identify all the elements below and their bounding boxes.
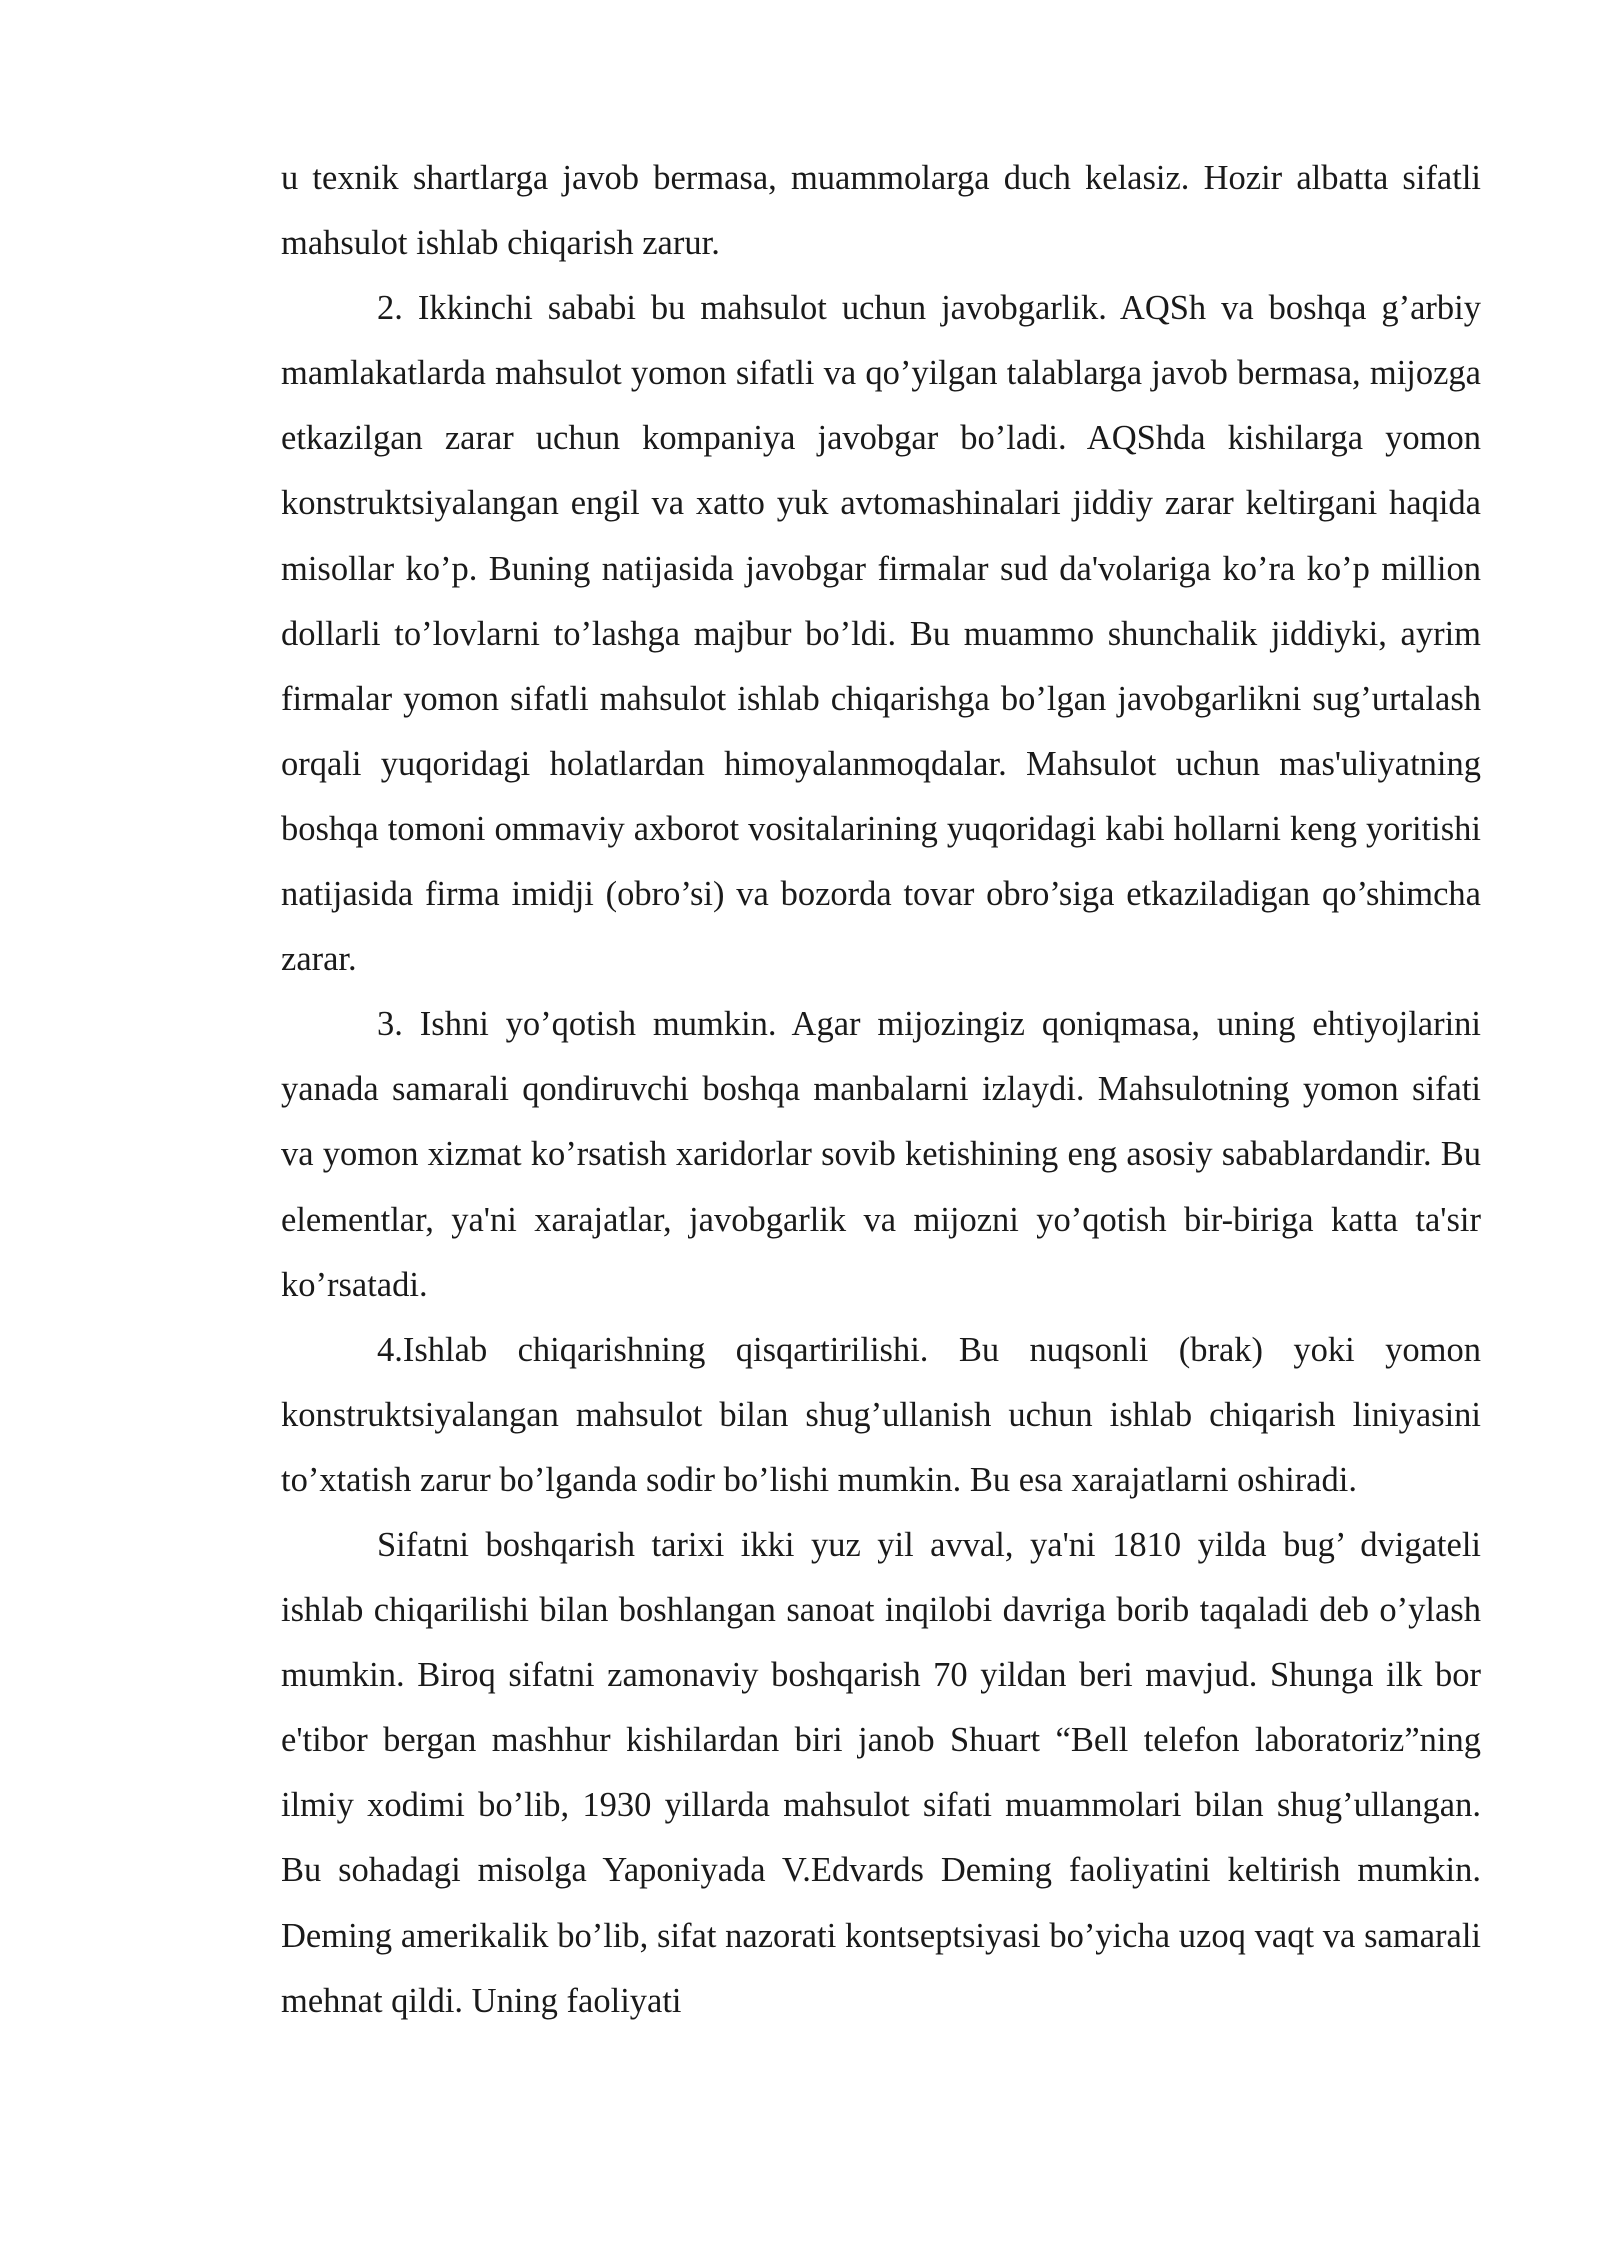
paragraph-reason-3: 3. Ishni yo’qotish mumkin. Agar mijozingiz qoniqmasa, uning ehtiyojlarini yanada samarali qondiruvchi boshqa manbalarni izlaydi. Mahsulotning yomon sifati va yomon xizmat ko’rsatish xaridorlar sovib ketishining eng asosiy sabablardandir. Bu elementlar, ya'ni xarajatlar, javobgarlik va mijozni yo’qotish bir-biriga katta ta'sir ko’rsatadi. (281, 1005, 1481, 1304)
document-body (281, 146, 1481, 2034)
paragraph-quality-history: Sifatni boshqarish tarixi ikki yuz yil avval, ya'ni 1810 yilda bug’ dvigateli ishlab chiqarilishi bilan boshlangan sanoat inqilobi davriga borib taqaladi deb o’ylash mumkin. Biroq sifatni zamonaviy boshqarish 70 yildan beri mavjud. Shunga ilk bor e'tibor bergan mashhur kishilardan biri janob Shuart “Bell telefon laboratoriz”ning ilmiy xodimi bo’lib, 1930 yillarda mahsulot sifati muammolari bilan shug’ullangan. Bu sohadagi misolga Yaponiyada V.Edvards Deming faoliyatini keltirish mumkin. Deming amerikalik bo’lib, sifat nazorati kontseptsiyasi bo’yicha uzoq vaqt va samarali mehnat qildi. Uning faoliyati (281, 1525, 1481, 2020)
paragraph-continuation: u texnik shartlarga javob bermasa, muammolarga duch kelasiz. Hozir albatta sifatli mahsulot ishlab chiqarish zarur. (281, 159, 1481, 263)
paragraph-reason-4: 4.Ishlab chiqarishning qisqartirilishi. Bu nuqsonli (brak) yoki yomon konstruktsiyalangan mahsulot bilan shug’ullanish uchun ishlab chiqarish liniyasini to’xtatish zarur bo’lganda sodir bo’lishi mumkin. Bu esa xarajatlarni oshiradi. (281, 1330, 1481, 1499)
paragraph-reason-2: 2. Ikkinchi sababi bu mahsulot uchun javobgarlik. AQSh va boshqa g’arbiy mamlakatlarda mahsulot yomon sifatli va qo’yilgan talablarga javob bermasa, mijozga etkazilgan zarar uchun kompaniya javobgar bo’ladi. AQShda kishilarga yomon konstruktsiyalangan engil va xatto yuk avtomashinalari jiddiy zarar keltirgani haqida misollar ko’p. Buning natijasida javobgar firmalar sud da'volariga ko’ra ko’p million dollarli to’lovlarni to’lashga majbur bo’ldi. Bu muammo shunchalik jiddiyki, ayrim firmalar yomon sifatli mahsulot ishlab chiqarishga bo’lgan javobgarlikni sug’urtalash orqali yuqoridagi holatlardan himoyalanmoqdalar. Mahsulot uchun mas'uliyatning boshqa tomoni ommaviy axborot vositalarining yuqoridagi kabi hollarni keng yoritishi natijasida firma imidji (obro’si) va bozorda tovar obro’siga etkaziladigan qo’shimcha zarar. (281, 289, 1481, 979)
